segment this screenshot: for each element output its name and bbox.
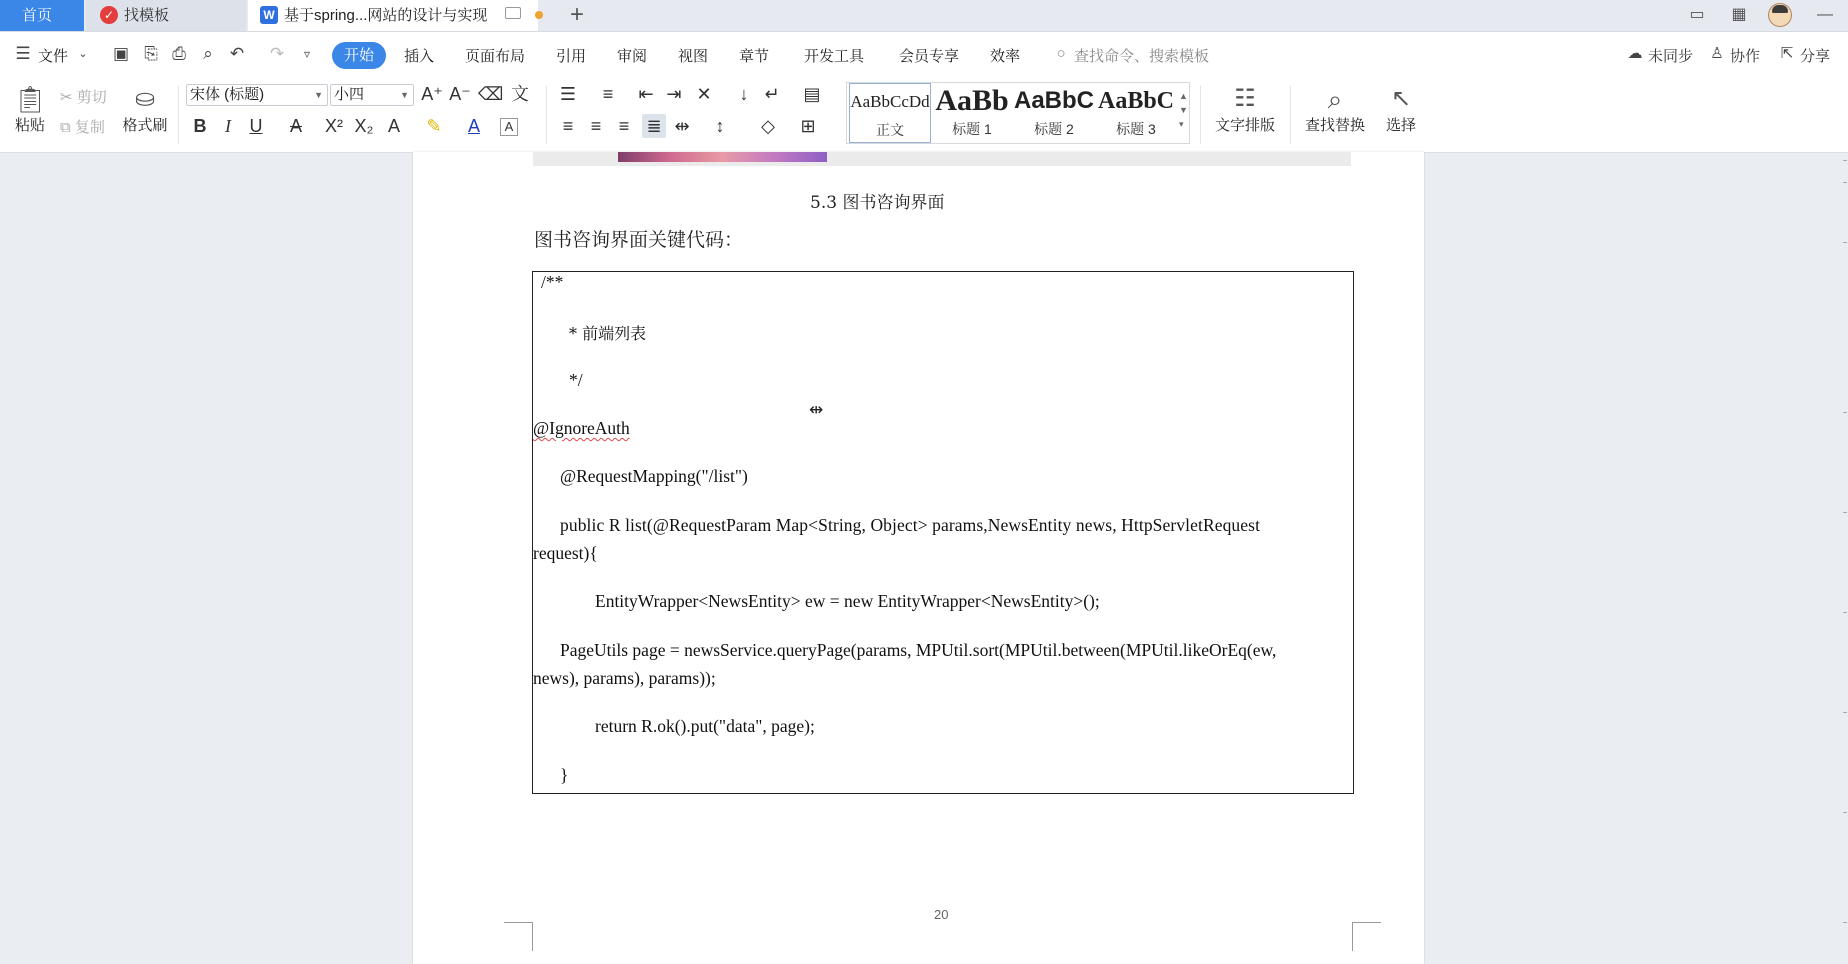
page-corner-mark xyxy=(1352,922,1381,951)
format-painter-label: 格式刷 xyxy=(122,117,168,134)
menu-view[interactable]: 视图 xyxy=(678,48,709,65)
style-heading-3[interactable] xyxy=(1095,83,1177,143)
menu-membership[interactable]: 会员专享 xyxy=(899,48,960,65)
page-corner-mark xyxy=(504,922,533,951)
share-icon: ⇱ xyxy=(1780,45,1794,62)
page-number: 20 xyxy=(934,907,949,922)
text-effect-icon[interactable]: A xyxy=(387,116,400,136)
numbered-list-icon[interactable]: ≡ xyxy=(602,84,614,104)
wps-writer-icon: W xyxy=(260,6,278,24)
style-heading-3-sample: AaBbC xyxy=(1097,88,1175,114)
scroll-tick xyxy=(1843,242,1847,243)
chevron-down-icon: ▼ xyxy=(314,90,323,100)
grow-font-icon[interactable]: A⁺ xyxy=(421,84,443,104)
scroll-tick xyxy=(1843,812,1847,813)
text-layout-label: 文字排版 xyxy=(1214,117,1275,134)
borders-icon[interactable]: ⊞ xyxy=(800,116,816,136)
style-normal-sample: AaBbCcDd xyxy=(850,92,930,111)
hamburger-menu-icon[interactable]: ☰ xyxy=(15,44,31,63)
clear-format-icon[interactable]: ⌫ xyxy=(478,84,504,104)
style-heading-2[interactable] xyxy=(1013,83,1095,143)
divider xyxy=(546,86,547,144)
paintbrush-icon: ⛀ xyxy=(134,85,156,112)
screen-icon[interactable] xyxy=(505,7,521,19)
menu-file[interactable]: 文件 xyxy=(38,48,69,65)
text-layout-button[interactable] xyxy=(1206,82,1284,135)
scroll-tick xyxy=(1843,412,1847,413)
distribute-icon[interactable]: ⇹ xyxy=(674,116,690,136)
scroll-tick xyxy=(1843,512,1847,513)
increase-indent-icon[interactable]: ⇥ xyxy=(666,84,682,104)
style-normal-label: 正文 xyxy=(876,122,904,138)
menu-start[interactable]: 开始 xyxy=(332,42,386,69)
scroll-tick xyxy=(1843,612,1847,613)
align-right-icon[interactable]: ≡ xyxy=(618,116,630,136)
cursor-arrow-icon: ↖ xyxy=(1390,85,1412,112)
table-grid-icon[interactable]: ▤ xyxy=(803,84,821,104)
style-heading-2-label: 标题 2 xyxy=(1034,121,1074,137)
section-heading: 图书咨询界面关键代码： xyxy=(534,229,744,251)
style-heading-1[interactable] xyxy=(931,83,1013,143)
cloud-sync-icon: ☁ xyxy=(1627,45,1643,62)
avatar[interactable] xyxy=(1768,3,1792,27)
clipboard-icon: 📋︎ xyxy=(13,84,47,114)
select-label: 选择 xyxy=(1385,117,1416,134)
figure-image[interactable] xyxy=(618,152,827,162)
menu-efficiency[interactable]: 效率 xyxy=(990,48,1021,65)
undo-icon[interactable]: ↶ xyxy=(229,44,245,63)
divider xyxy=(178,86,179,144)
divider xyxy=(1200,86,1201,144)
table-resize-cursor-icon: ⇹ xyxy=(809,400,824,419)
chevron-down-icon: ▼ xyxy=(400,90,409,100)
menu-developer[interactable]: 开发工具 xyxy=(804,48,865,65)
char-border-icon[interactable]: A xyxy=(500,118,518,136)
minimize-icon[interactable]: — xyxy=(1817,6,1833,23)
tab-document[interactable] xyxy=(248,0,538,31)
menu-insert[interactable]: 插入 xyxy=(404,48,435,65)
strikethrough-icon[interactable]: A xyxy=(289,116,302,136)
sync-status-button[interactable]: 未同步 xyxy=(1648,48,1694,65)
magnifier-icon: ⌕ xyxy=(1327,84,1343,114)
template-logo-icon: ✓ xyxy=(100,6,118,24)
print-icon[interactable]: ⎙ xyxy=(172,44,186,63)
cut-label: 剪切 xyxy=(76,89,107,106)
phonetic-guide-icon[interactable]: 文 xyxy=(511,84,529,104)
font-size-select[interactable] xyxy=(330,84,414,106)
tab-templates-label: 找模板 xyxy=(124,7,170,24)
file-chevron-down-icon[interactable]: ⌄ xyxy=(78,48,88,60)
divider xyxy=(1290,86,1291,144)
line-spacing-icon[interactable]: ↕ xyxy=(715,116,725,136)
collaborate-button[interactable]: 协作 xyxy=(1730,48,1761,65)
paste-label: 粘贴 xyxy=(14,117,45,134)
decrease-indent-icon[interactable]: ⇤ xyxy=(638,84,654,104)
select-button[interactable] xyxy=(1378,82,1424,135)
styles-gallery xyxy=(846,82,1190,144)
format-painter-button[interactable] xyxy=(120,82,170,135)
scroll-tick xyxy=(1843,712,1847,713)
font-size-value: 小四 xyxy=(334,86,365,103)
justify-icon[interactable]: ≣ xyxy=(642,114,666,138)
align-center-icon[interactable]: ≡ xyxy=(590,116,602,136)
tab-document-label: 基于spring...网站的设计与实现 xyxy=(284,7,488,24)
style-heading-1-label: 标题 1 xyxy=(952,121,992,137)
paste-button[interactable] xyxy=(10,82,50,135)
style-heading-1-sample: AaBb xyxy=(935,84,1009,117)
unsaved-dot-icon xyxy=(535,11,543,19)
shading-icon[interactable]: ◇ xyxy=(761,116,775,136)
search-icon: ○ xyxy=(1056,45,1066,62)
scroll-tick xyxy=(1843,182,1847,183)
menu-review[interactable]: 审阅 xyxy=(617,48,648,65)
new-tab-button[interactable]: + xyxy=(570,1,585,28)
code-line: /** xyxy=(541,272,564,292)
redo-icon[interactable]: ↷ xyxy=(269,44,285,63)
chinese-layout-icon[interactable]: ✕ xyxy=(696,84,712,104)
styles-scroll-icon[interactable]: ▲ ▼ ▾ xyxy=(1179,91,1188,129)
font-name-select[interactable] xyxy=(186,84,328,106)
copy-label: 复制 xyxy=(74,119,105,136)
code-line: return R.ok().put("data", page); xyxy=(595,716,815,736)
font-name-value: 宋体 (标题) xyxy=(190,86,265,103)
export-pdf-icon[interactable]: ⎘ xyxy=(144,44,158,63)
code-line: * 前端列表 xyxy=(569,324,647,343)
copy-icon: ⧉ xyxy=(60,119,75,136)
grid-apps-icon[interactable]: ▦ xyxy=(1731,6,1747,23)
underline-icon[interactable]: U xyxy=(249,116,263,136)
style-normal[interactable] xyxy=(849,83,931,143)
share-button[interactable]: 分享 xyxy=(1800,48,1831,65)
cut-button[interactable] xyxy=(60,86,107,107)
text-layout-icon: ☷ xyxy=(1234,85,1256,112)
copy-button[interactable] xyxy=(60,116,105,137)
style-heading-2-sample: AaBbC xyxy=(1013,87,1094,114)
scissors-icon: ✂ xyxy=(60,89,77,106)
code-line: EntityWrapper<NewsEntity> ew = new EntityWrapper<NewsEntity>(); xyxy=(595,591,1100,611)
bullet-list-icon[interactable]: ☰ xyxy=(559,84,577,104)
align-left-icon[interactable]: ≡ xyxy=(562,116,574,136)
find-replace-button[interactable] xyxy=(1298,82,1372,135)
bold-icon[interactable]: B xyxy=(193,116,207,136)
code-line: @IgnoreAuth xyxy=(533,418,630,438)
show-marks-icon[interactable]: ↵ xyxy=(764,84,780,104)
command-search-input[interactable]: 查找命令、搜索模板 xyxy=(1074,48,1210,65)
shrink-font-icon[interactable]: A⁻ xyxy=(449,84,471,104)
code-line: public R list(@RequestParam Map<String, Object> params,NewsEntity news, HttpServletRequest xyxy=(560,515,1261,535)
sort-icon[interactable]: ↓ xyxy=(739,84,749,104)
collaborate-icon: ♙ xyxy=(1710,45,1724,62)
style-heading-3-label: 标题 3 xyxy=(1116,121,1156,137)
scroll-tick xyxy=(1843,160,1847,161)
italic-icon[interactable]: I xyxy=(225,116,231,136)
code-line: PageUtils page = newsService.queryPage(params, MPUtil.sort(MPUtil.between(MPUtil.likeOrEq(ew, xyxy=(560,640,1277,660)
ribbon-toolbar xyxy=(0,78,1848,153)
menu-page-layout[interactable]: 页面布局 xyxy=(465,48,526,65)
code-line: */ xyxy=(569,370,583,390)
code-line: } xyxy=(560,765,569,785)
print-preview-icon[interactable]: ⌕ xyxy=(203,44,213,63)
code-line: news), params), params)); xyxy=(533,668,716,688)
quick-access-more-icon[interactable]: ▿ xyxy=(303,47,311,61)
menu-bar xyxy=(0,32,1848,79)
tab-home[interactable]: 首页 xyxy=(0,0,84,31)
vertical-scrollbar[interactable] xyxy=(1839,152,1848,964)
scroll-tick xyxy=(1843,922,1847,923)
menu-chapter[interactable]: 章节 xyxy=(739,48,770,65)
superscript-icon[interactable]: X² xyxy=(325,116,343,136)
tab-bar xyxy=(0,0,1848,32)
code-line: @RequestMapping("/list") xyxy=(560,466,748,486)
save-icon[interactable]: ▣ xyxy=(112,44,130,63)
find-replace-label: 查找替换 xyxy=(1304,117,1365,134)
figure-caption: 5.3 图书咨询界面 xyxy=(810,193,945,213)
menu-reference[interactable]: 引用 xyxy=(556,48,587,65)
highlight-icon[interactable]: ✎ xyxy=(426,116,442,136)
subscript-icon[interactable]: X₂ xyxy=(354,116,374,136)
font-color-icon[interactable]: A xyxy=(467,116,480,136)
reading-mode-icon[interactable]: ▭ xyxy=(1689,6,1705,23)
code-line: request){ xyxy=(533,543,598,563)
